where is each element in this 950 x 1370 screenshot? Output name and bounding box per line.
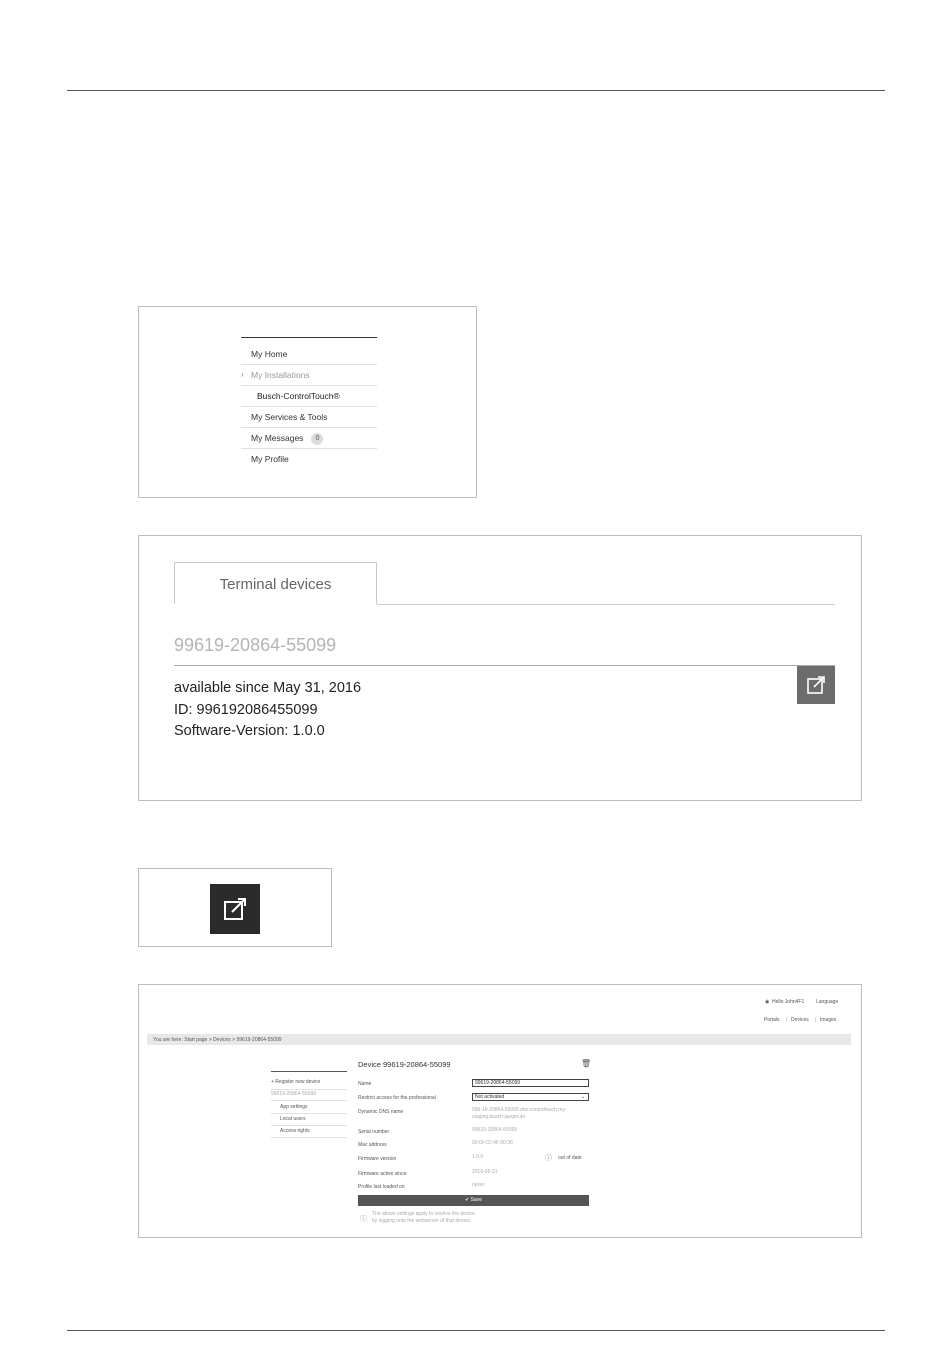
tab-terminal-devices[interactable]: Terminal devices xyxy=(174,562,377,604)
topnav-separator: | xyxy=(786,1017,788,1023)
menu-item-label: My Profile xyxy=(251,454,289,464)
menu-item-label: My Installations xyxy=(251,370,310,380)
device-detail-title: Device 99619-20864-55099 xyxy=(358,1060,451,1069)
serial-label: Serial number xyxy=(358,1129,390,1135)
info-icon: ⓘ xyxy=(545,1155,552,1162)
subnav-divider xyxy=(271,1125,347,1126)
breadcrumb-bar xyxy=(147,1034,851,1045)
language-link[interactable]: Language xyxy=(816,999,839,1005)
tab-underline xyxy=(377,604,835,605)
device-divider xyxy=(174,665,835,666)
trash-icon[interactable]: 🗑 xyxy=(581,1059,592,1068)
top-rule xyxy=(67,90,885,91)
save-label: Save xyxy=(470,1197,482,1203)
menu-item-label: My Messages xyxy=(251,433,304,443)
firmware-label: Firmware version xyxy=(358,1156,397,1162)
user-icon: ◉ xyxy=(765,999,770,1005)
subnav-divider xyxy=(271,1113,347,1114)
menu-item-my-profile[interactable] xyxy=(241,449,377,469)
menu-item-busch-controltouch[interactable] xyxy=(241,386,377,407)
chevron-right-icon: › xyxy=(241,370,244,379)
menu-item-label: My Home xyxy=(251,349,288,359)
subnav-divider xyxy=(271,1089,347,1090)
menu-item-label: My Services & Tools xyxy=(251,412,328,422)
note-line1: The above settings apply to resolve the device xyxy=(372,1211,475,1217)
dns-value-line1: 996-19-20864-55099.dns.controltouch.my- xyxy=(472,1107,567,1113)
external-link-icon xyxy=(210,884,260,934)
message-count-badge: 0 xyxy=(311,433,323,445)
portal-menu xyxy=(241,337,377,469)
bottom-rule xyxy=(67,1330,885,1331)
firmware-active-label: Firmware active since xyxy=(358,1171,407,1177)
device-software-version: Software-Version: 1.0.0 xyxy=(174,723,325,739)
device-available-since: available since May 31, 2016 xyxy=(174,680,362,696)
menu-item-my-installations[interactable] xyxy=(241,365,377,386)
open-device-button-large[interactable] xyxy=(210,884,260,934)
user-greeting[interactable]: Hello John4F1 xyxy=(772,999,805,1005)
firmware-value: 1.0.0 xyxy=(472,1154,484,1160)
restrict-label: Restrict access for the professional xyxy=(358,1095,436,1101)
profile-value: never xyxy=(472,1182,485,1188)
external-link-icon xyxy=(797,666,835,704)
name-input[interactable]: 99619-20864-55099 xyxy=(472,1079,589,1087)
dns-value-line2: staging.busch-jaeger.de xyxy=(472,1114,526,1120)
open-device-button[interactable] xyxy=(797,666,835,704)
firmware-active-value: 2016-05-31 xyxy=(472,1169,498,1175)
breadcrumb: You are here: Start page > Devices > 99619-20864-55099 xyxy=(153,1037,282,1043)
mac-label: Mac address xyxy=(358,1142,387,1148)
subnav-device[interactable]: 99619-20864-55099 xyxy=(271,1091,317,1097)
topnav-images[interactable]: Images xyxy=(820,1017,837,1023)
subnav-app-settings[interactable]: App settings xyxy=(280,1104,308,1110)
device-title: 99619-20864-55099 xyxy=(174,635,337,655)
serial-value: 99619-20864-55099 xyxy=(472,1127,518,1133)
register-device-link[interactable]: + Register new device xyxy=(271,1079,321,1085)
restrict-value: Not activated xyxy=(475,1094,505,1100)
subnav-local-users[interactable]: Local users xyxy=(280,1116,306,1122)
note-line2: by logging onto the webserver of that device. xyxy=(372,1218,472,1224)
menu-screenshot xyxy=(138,306,477,498)
topnav-separator: | xyxy=(815,1017,817,1023)
save-button[interactable] xyxy=(358,1195,589,1206)
menu-item-my-home[interactable] xyxy=(241,344,377,365)
menu-item-my-messages[interactable] xyxy=(241,428,377,449)
subnav-divider xyxy=(271,1137,347,1138)
check-icon: ✔ xyxy=(465,1197,470,1203)
topnav-devices[interactable]: Devices xyxy=(791,1017,809,1023)
chevron-down-icon: ⌄ xyxy=(580,1094,585,1100)
firmware-status: out of date xyxy=(558,1155,582,1161)
topnav-portals[interactable]: Portals xyxy=(764,1017,780,1023)
name-label: Name xyxy=(358,1081,372,1087)
open-button-screenshot xyxy=(138,868,332,947)
subnav-top-line xyxy=(271,1071,347,1072)
menu-item-my-services-tools[interactable] xyxy=(241,407,377,428)
restrict-select[interactable] xyxy=(472,1093,589,1101)
subnav-divider xyxy=(271,1100,347,1101)
device-detail-screenshot xyxy=(138,984,862,1238)
menu-item-label: Busch-ControlTouch® xyxy=(257,391,340,401)
profile-label: Profile last loaded on xyxy=(358,1184,405,1190)
info-icon: ⓘ xyxy=(360,1216,367,1223)
mac-value: 00:0F:02:4F:00:36 xyxy=(472,1140,513,1146)
terminal-devices-screenshot xyxy=(138,535,862,801)
subnav-access-rights[interactable]: Access rights xyxy=(280,1128,310,1134)
dns-label: Dynamic DNS name xyxy=(358,1109,404,1115)
device-id: ID: 996192086455099 xyxy=(174,702,318,718)
